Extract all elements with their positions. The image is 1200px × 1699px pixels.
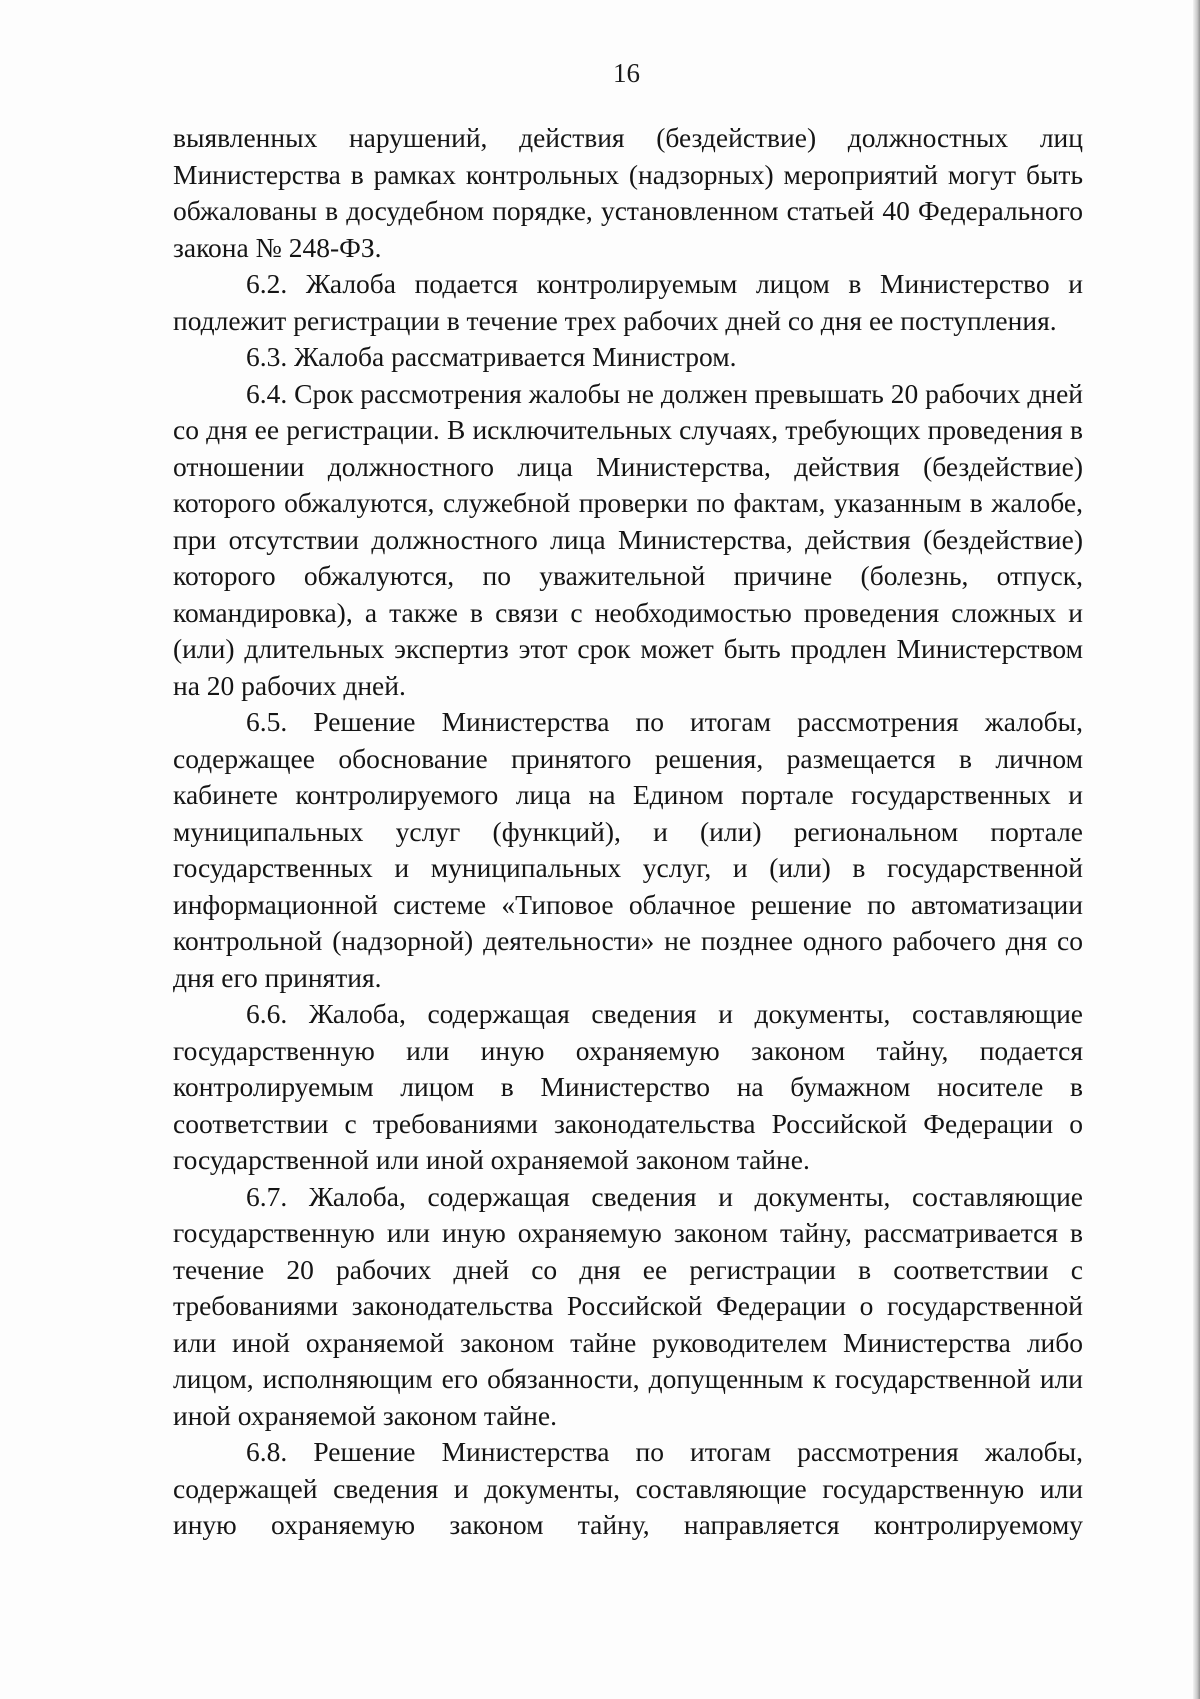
paragraph-6-7: 6.7. Жалоба, содержащая сведения и документы, составляющие государственную или иную охраняемую законом тайну, рассматривается в течение 20 рабочих дней со дня ее регистрации в соответствии с требованиями законодательства Российской Федерации о государственной или иной охраняемой законом тайне руководителем Министерства либо лицом, исполняющим его обязанности, допущенным к государственной или иной охраняемой законом тайне. [173,1180,1083,1431]
paragraph-6-6: 6.6. Жалоба, содержащая сведения и документы, составляющие государственную или иную охраняемую законом тайну, подается контролируемым лицом в Министерство на бумажном носителе в соответствии с требованиями законодательства Российской Федерации о государственной или иной охраняемой законом тайне. [173,998,1083,1175]
paragraph-6-8: 6.8. Решение Министерства по итогам рассмотрения жалобы, содержащей сведения и документы, составляющие государственную или иную охраняемую законом тайну, направляется контролируемому [173,1436,1083,1540]
scan-edge [1193,0,1200,1699]
page-number: 16 [613,58,640,88]
paragraph-6-3: 6.3. Жалоба рассматривается Министром. [246,341,737,372]
paragraph-6-4: 6.4. Срок рассмотрения жалобы не должен превышать 20 рабочих дней со дня ее регистрации. В исключительных случаях, требующих проведения в отношении должностного лица Министерства, действия (бездействие) которого обжалуются, служебной проверки по фактам, указанным в жалобе, при отсутствии должностного лица Министерства, действия (бездействие) которого обжалуются, по уважительной причине (болезнь, отпуск, командировка), а также в связи с необходимостью проведения сложных и (или) длительных экспертиз этот срок может быть продлен Министерством на 20 рабочих дней. [173,377,1083,701]
paragraph-continuation: выявленных нарушений, действия (бездействие) должностных лиц Министерства в рамках контрольных (надзорных) мероприятий могут быть обжалованы в досудебном порядке, установленном статьей 40 Федерального закона № 248-ФЗ. [173,122,1083,263]
document-body [173,120,1083,1544]
paragraph-6-5: 6.5. Решение Министерства по итогам рассмотрения жалобы, содержащее обоснование принятого решения, размещается в личном кабинете контролируемого лица на Едином портале государственных и муниципальных услуг (функций), и (или) региональном портале государственных и муниципальных услуг, и (или) в государственной информационной системе «Типовое облачное решение по автоматизации контрольной (надзорной) деятельности» не позднее одного рабочего дня со дня его принятия. [173,706,1083,993]
paragraph-6-2: 6.2. Жалоба подается контролируемым лицом в Министерство и подлежит регистрации в течение трех рабочих дней со дня ее поступления. [173,268,1083,336]
